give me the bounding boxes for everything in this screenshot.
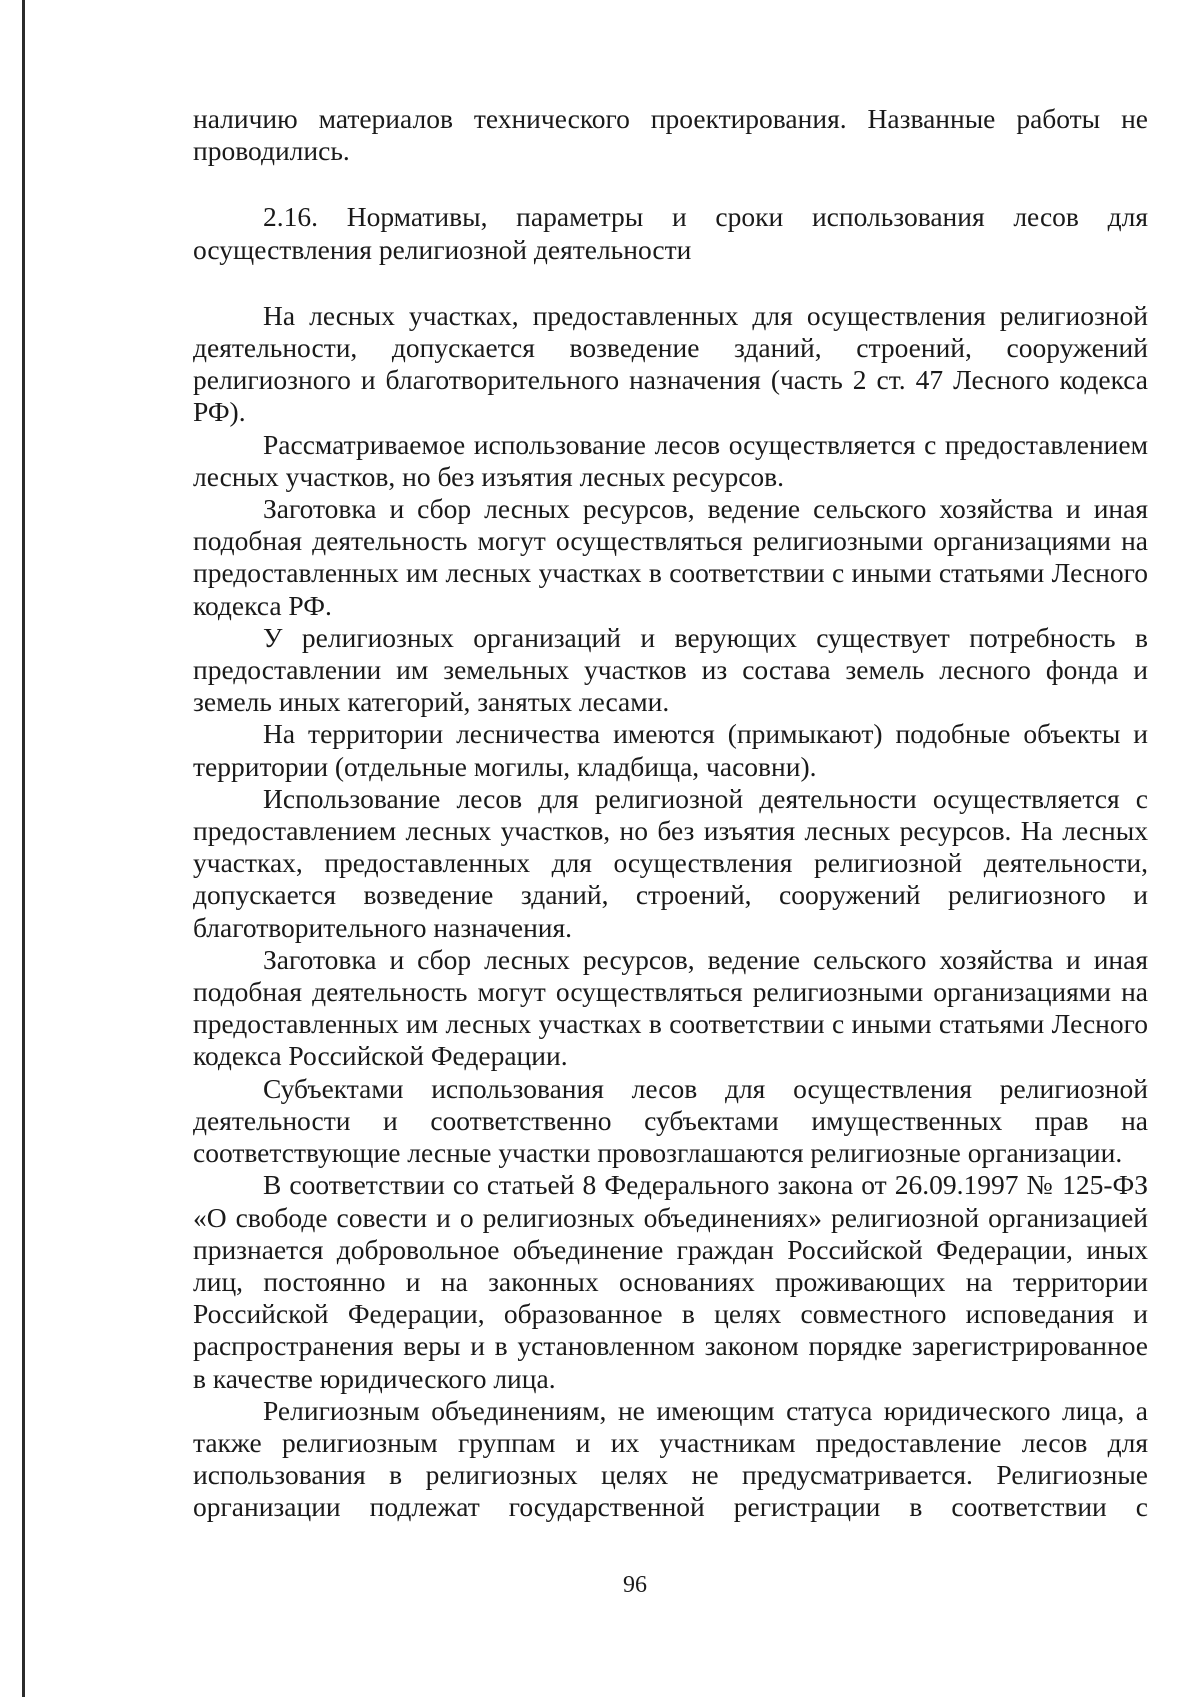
intro-paragraph: наличию материалов технического проектирования. Названные работы не проводились. bbox=[193, 103, 1148, 167]
section-heading: 2.16. Нормативы, параметры и сроки использования лесов для осуществления религиозной деятельности bbox=[193, 201, 1148, 265]
document-body bbox=[193, 103, 1148, 1524]
page-number: 96 bbox=[623, 1572, 647, 1598]
body-paragraph: Заготовка и сбор лесных ресурсов, ведение сельского хозяйства и иная подобная деятельность могут осуществляться религиозными организациями на предоставленных им лесных участках в соответствии с иными статьями Лесного кодекса РФ. bbox=[193, 493, 1148, 621]
body-paragraph: Религиозным объединениям, не имеющим статуса юридического лица, а также религиозным группам и их участникам предоставление лесов для использования в религиозных целях не предусматривается. Религиозные организации подлежат государственной регистрации в соответствии с bbox=[193, 1394, 1148, 1523]
body-paragraph: Заготовка и сбор лесных ресурсов, ведение сельского хозяйства и иная подобная деятельность могут осуществляться религиозными организациями на предоставленных им лесных участках в соответствии с иными статьями Лесного кодекса Российской Федерации. bbox=[193, 943, 1148, 1072]
body-paragraph: Субъектами использования лесов для осуществления религиозной деятельности и соответственно субъектами имущественных прав на соответствующие лесные участки провозглашаются религиозные организации. bbox=[193, 1072, 1148, 1169]
body-paragraph: В соответствии со статьей 8 Федерального закона от 26.09.1997 № 125-ФЗ «О свободе совести и о религиозных объединениях» религиозной организацией признается добровольное объединение граждан Российской Федерации, иных лиц, постоянно и на законных основаниях проживающих на территории Российской Федерации, образованное в целях совместного исповедания и распространения веры и в установленном законом порядке зарегистрированное в качестве юридического лица. bbox=[193, 1169, 1148, 1394]
body-paragraph: Рассматриваемое использование лесов осуществляется с предоставлением лесных участков, но без изъятия лесных ресурсов. bbox=[193, 428, 1148, 492]
body-paragraph: Использование лесов для религиозной деятельности осуществляется с предоставлением лесных участков, но без изъятия лесных ресурсов. На лесных участках, предоставленных для осуществления религиозной деятельности, допускается возведение зданий, строений, сооружений религиозного и благотворительного назначения. bbox=[193, 782, 1148, 943]
body-paragraph: На лесных участках, предоставленных для осуществления религиозной деятельности, допускается возведение зданий, строений, сооружений религиозного и благотворительного назначения (часть 2 ст. 47 Лесного кодекса РФ). bbox=[193, 299, 1148, 428]
body-paragraph: У религиозных организаций и верующих существует потребность в предоставлении им земельных участков из состава земель лесного фонда и земель иных категорий, занятых лесами. bbox=[193, 621, 1148, 718]
scan-edge-line bbox=[22, 0, 25, 1697]
body-paragraph: На территории лесничества имеются (примыкают) подобные объекты и территории (отдельные могилы, кладбища, часовни). bbox=[193, 718, 1148, 782]
spacer bbox=[193, 167, 1148, 201]
spacer bbox=[193, 266, 1148, 300]
